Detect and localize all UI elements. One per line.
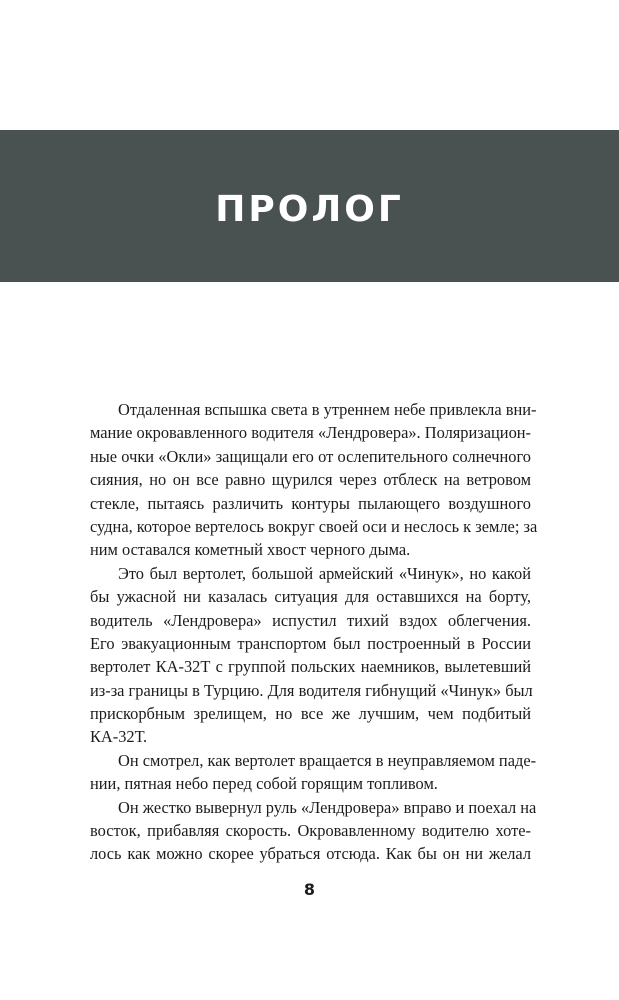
- text-line: ним оставался кометный хвост черного дыма.: [90, 540, 411, 560]
- text-line: ные очки «Окли» защищали его от ослепительного солнечного: [90, 446, 531, 466]
- text-line: из-за границы в Турцию. Для водителя гибнущий «Чинук» был: [90, 680, 533, 700]
- text-line: бы ужасной ни казалась ситуация для оставшихся на борту,: [90, 587, 531, 607]
- text-line: Его эвакуационным транспортом был построенный в России: [90, 633, 531, 653]
- text-line: лось как можно скорее убраться отсюда. Как бы он ни желал: [90, 844, 531, 864]
- text-line: вертолет КА-32Т с группой польских наемников, вылетевший: [90, 657, 531, 677]
- text-line: прискорбным зрелищем, но все же лучшим, чем подбитый: [90, 704, 531, 724]
- body-text: [90, 398, 538, 866]
- paragraph: [90, 562, 531, 749]
- paragraph: [90, 796, 537, 866]
- text-line: нии, пятная небо перед собой горящим топливом.: [90, 774, 438, 794]
- text-line: стекле, пытаясь различить контуры пылающего воздушного: [90, 493, 531, 513]
- chapter-title: ПРОЛОГ: [215, 189, 404, 230]
- text-line: Он смотрел, как вертолет вращается в неуправляемом паде-: [118, 750, 537, 770]
- text-line: водитель «Лендровера» испустил тихий вздох облегчения.: [90, 610, 531, 630]
- text-line: КА-32Т.: [90, 727, 148, 747]
- text-line: сияния, но он все равно щурился через отблеск на ветровом: [90, 470, 531, 490]
- text-line: Отдаленная вспышка света в утреннем небе привлекла вни-: [118, 400, 537, 419]
- page-number: 8: [303, 880, 316, 899]
- paragraph: [90, 398, 538, 562]
- text-line: мание окровавленного водителя «Лендровера». Поляризацион-: [90, 423, 531, 443]
- text-line: судна, которое вертелось вокруг своей оси и неслось к земле; за: [90, 516, 538, 536]
- text-line: восток, прибавляя скорость. Окровавленному водителю хоте-: [90, 821, 531, 841]
- text-line: Это был вертолет, большой армейский «Чинук», но какой: [118, 563, 531, 583]
- text-line: Он жестко вывернул руль «Лендровера» вправо и поехал на: [118, 797, 537, 817]
- paragraph: [90, 749, 537, 796]
